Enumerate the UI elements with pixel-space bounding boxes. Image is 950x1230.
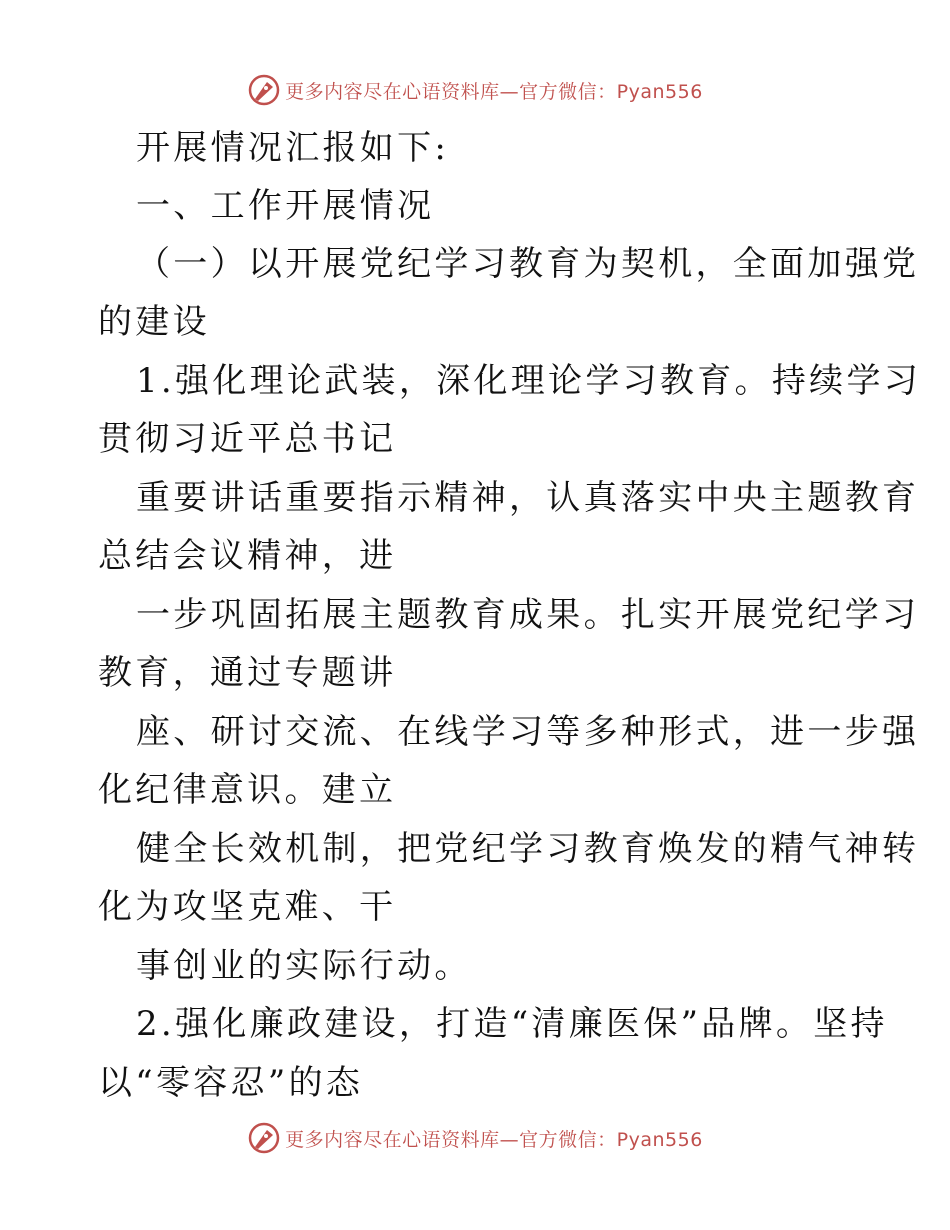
watermark-wechat: 官方微信：Pyan556 (519, 80, 703, 103)
header-watermark (0, 70, 950, 110)
paragraph-line: 开展情况汇报如下: (136, 128, 450, 168)
paragraph-line: 总结会议精神，进 (98, 536, 397, 576)
watermark-wechat: 官方微信：Pyan556 (519, 1128, 703, 1151)
section-heading: 一、工作开展情况 (136, 186, 435, 226)
watermark-brand: 更多内容尽在心语资料库— (285, 80, 520, 103)
subsection-heading-cont: 的建设 (98, 302, 210, 342)
subsection-heading: （一）以开展党纪学习教育为契机，全面加强党 (136, 244, 920, 284)
watermark-text (285, 1125, 703, 1152)
paragraph-line: 教育，通过专题讲 (98, 653, 397, 693)
paragraph-line: 重要讲话重要指示精神，认真落实中央主题教育 (136, 478, 920, 518)
paragraph-line: 事创业的实际行动。 (136, 946, 472, 986)
watermark-text (285, 77, 703, 104)
paragraph-line: 化纪律意识。建立 (98, 770, 397, 810)
paragraph-line: 一步巩固拓展主题教育成果。扎实开展党纪学习 (136, 595, 920, 635)
paragraph-line: 以“零容忍”的态 (98, 1063, 364, 1103)
paragraph-line: 座、研讨交流、在线学习等多种形式，进一步强 (136, 712, 920, 752)
pen-nib-logo-icon (247, 73, 281, 107)
paragraph-line: 健全长效机制，把党纪学习教育焕发的精气神转 (136, 829, 920, 869)
paragraph-line: 化为攻坚克难、干 (98, 887, 397, 927)
paragraph-line: 2.强化廉政建设，打造“清廉医保”品牌。坚持 (136, 1004, 888, 1044)
watermark-brand: 更多内容尽在心语资料库— (285, 1128, 520, 1151)
paragraph-line: 1.强化理论武装，深化理论学习教育。持续学习 (136, 361, 922, 401)
pen-nib-logo-icon (247, 1121, 281, 1155)
paragraph-line: 贯彻习近平总书记 (98, 419, 397, 459)
footer-watermark (0, 1118, 950, 1158)
